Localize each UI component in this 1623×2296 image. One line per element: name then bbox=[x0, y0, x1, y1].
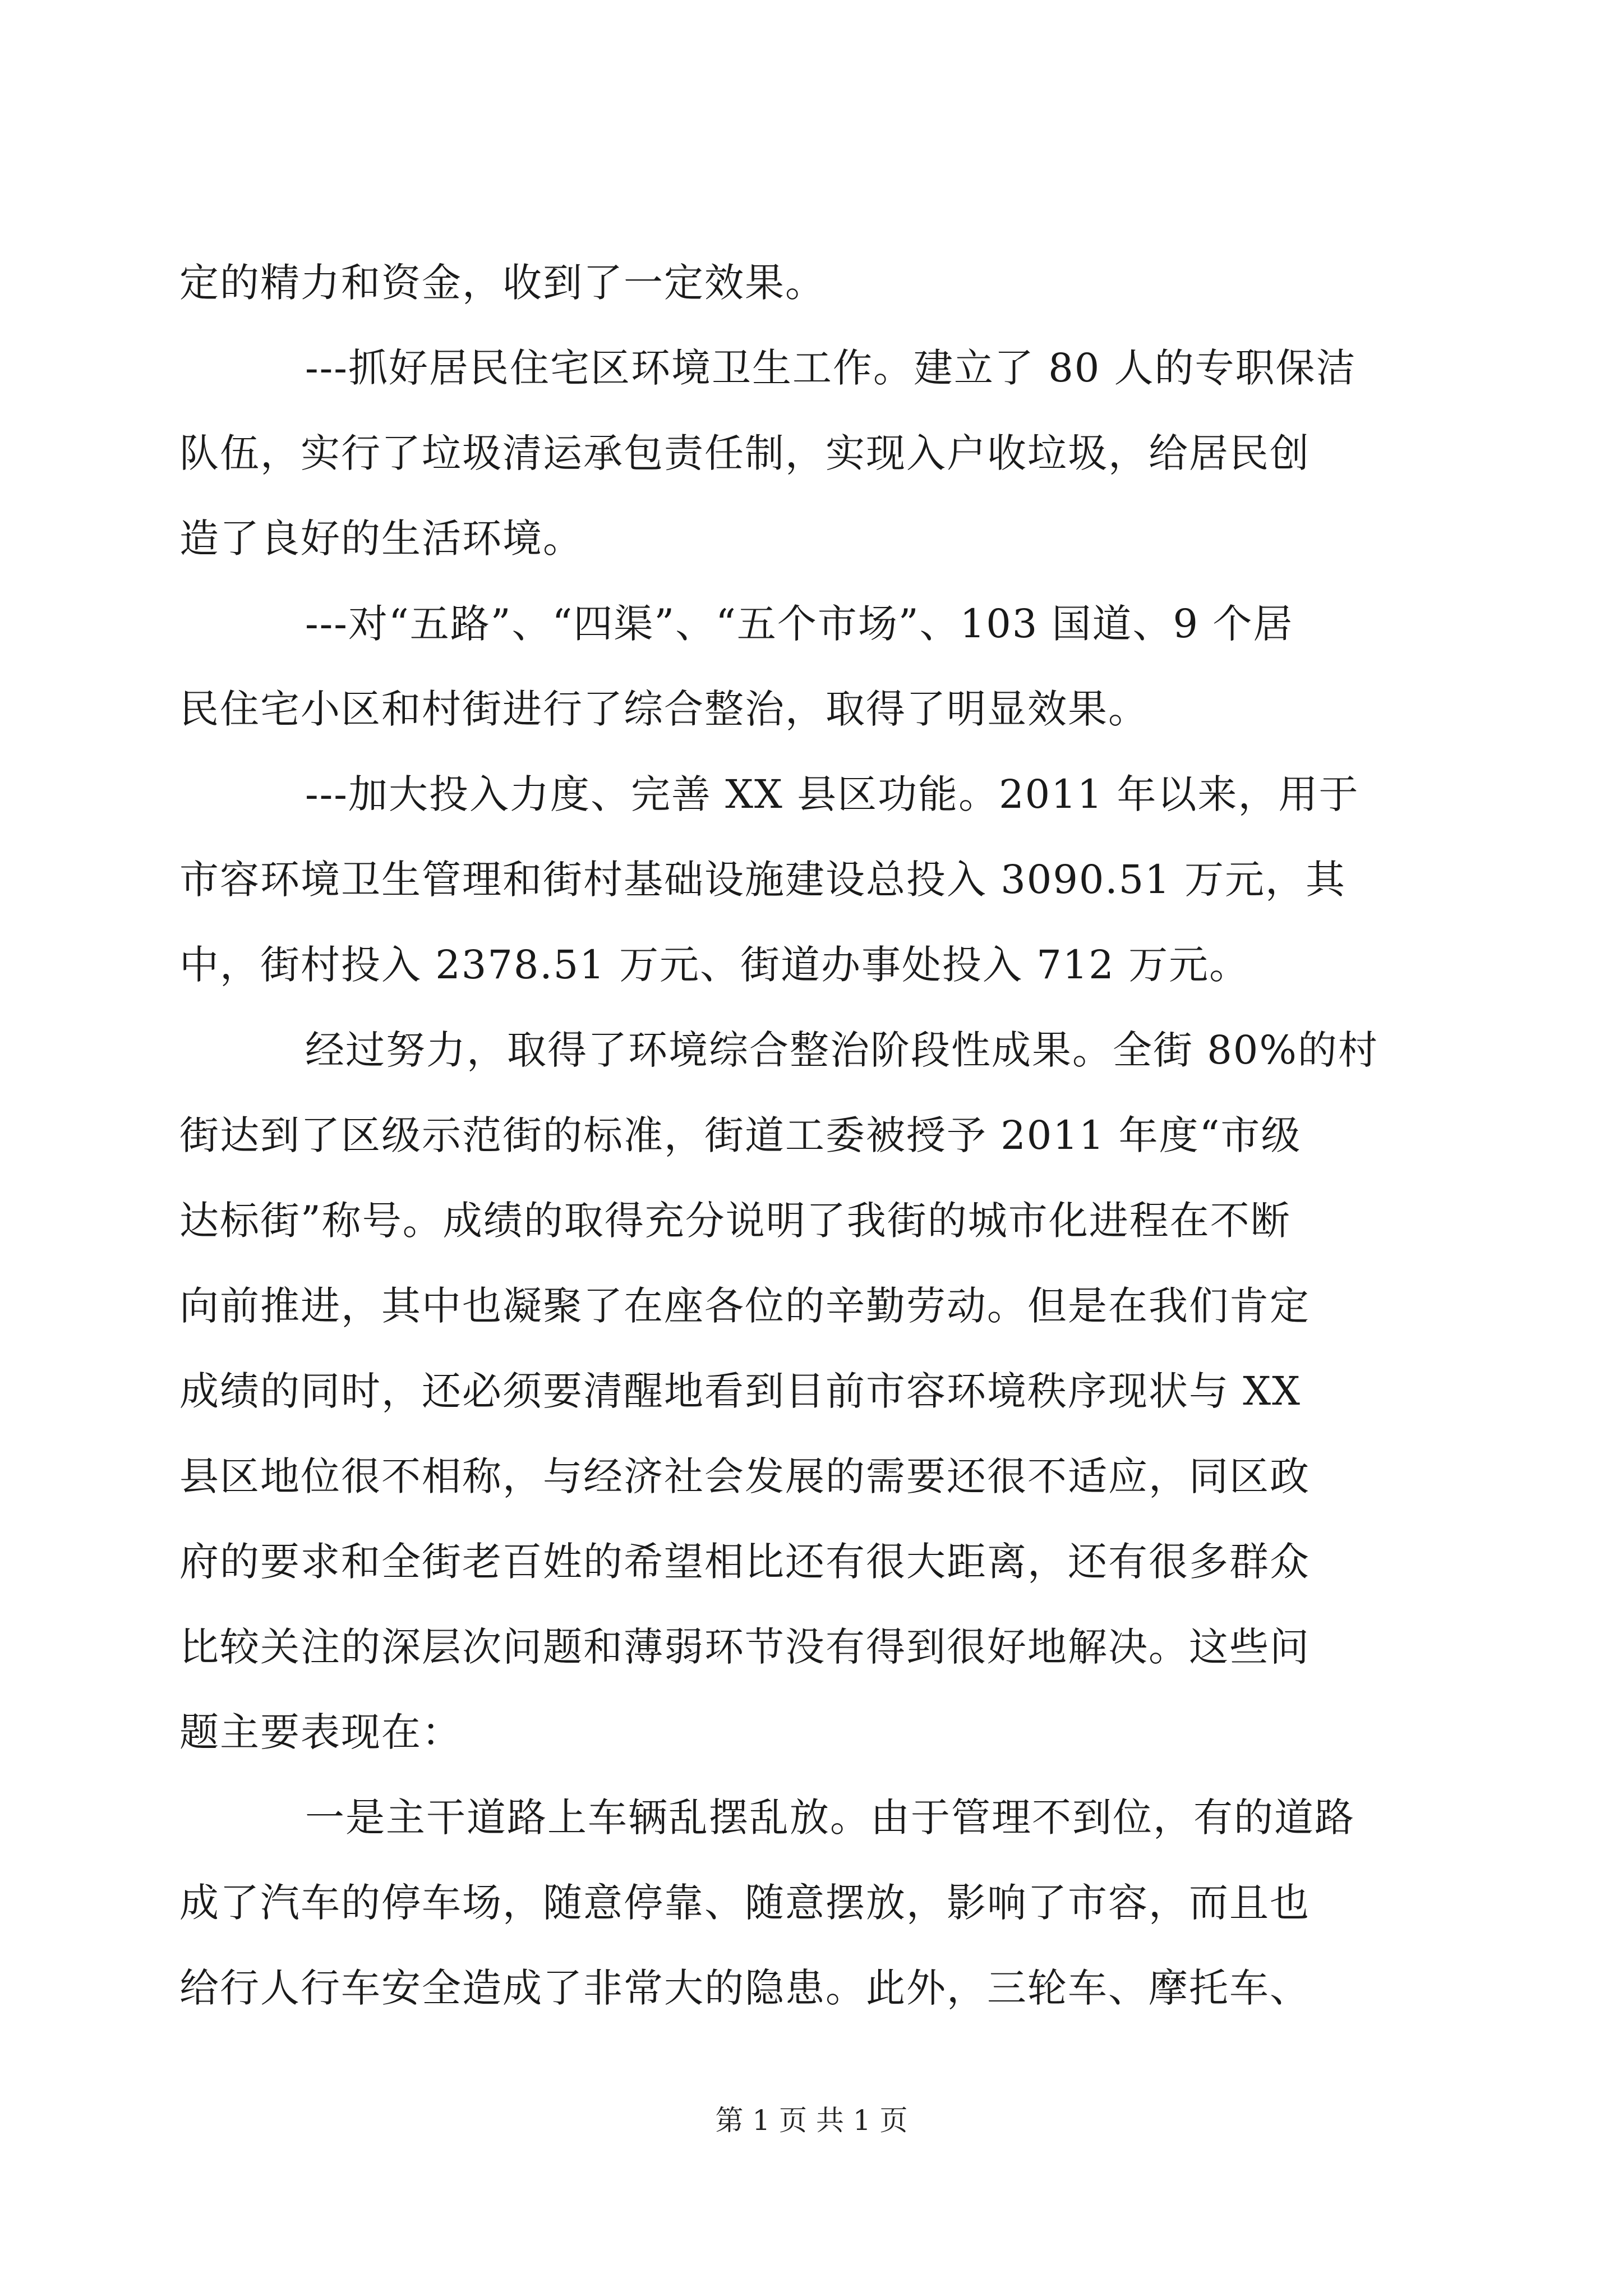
text-line: 民住宅小区和村街进行了综合整治，取得了明显效果。 bbox=[179, 686, 1149, 732]
text-line: ---加大投入力度、完善 XX 县区功能。2011 年以来，用于 bbox=[305, 771, 1359, 817]
text-line: 队伍，实行了垃圾清运承包责任制，实现入户收垃圾，给居民创 bbox=[179, 430, 1310, 476]
text-line: 一是主干道路上车辆乱摆乱放。由于管理不到位，有的道路 bbox=[305, 1795, 1355, 1841]
text-line: 街达到了区级示范街的标准，街道工委被授予 2011 年度“市级 bbox=[179, 1112, 1302, 1158]
text-line: 题主要表现在： bbox=[179, 1709, 462, 1755]
text-line: 经过努力，取得了环境综合整治阶段性成果。全街 80%的村 bbox=[305, 1027, 1378, 1073]
text-line: 成了汽车的停车场，随意停靠、随意摆放，影响了市容，而且也 bbox=[179, 1880, 1310, 1926]
text-line: 成绩的同时，还必须要清醒地看到目前市容环境秩序现状与 XX bbox=[179, 1368, 1301, 1414]
page-number: 第 1 页 共 1 页 bbox=[715, 2104, 908, 2137]
text-line: 向前推进，其中也凝聚了在座各位的辛勤劳动。但是在我们肯定 bbox=[179, 1283, 1310, 1329]
text-line: ---对“五路”、“四渠”、“五个市场”、103 国道、9 个居 bbox=[305, 601, 1294, 647]
text-line: 给行人行车安全造成了非常大的隐患。此外，三轮车、摩托车、 bbox=[179, 1965, 1310, 2011]
document-body bbox=[179, 240, 1413, 2031]
text-line: ---抓好居民住宅区环境卫生工作。建立了 80 人的专职保洁 bbox=[305, 345, 1357, 391]
text-line: 造了良好的生活环境。 bbox=[179, 516, 583, 562]
text-line: 定的精力和资金，收到了一定效果。 bbox=[179, 260, 826, 306]
text-line: 中，街村投入 2378.51 万元、街道办事处投入 712 万元。 bbox=[179, 942, 1250, 988]
text-line: 达标街”称号。成绩的取得充分说明了我街的城市化进程在不断 bbox=[179, 1198, 1291, 1244]
text-line: 府的要求和全街老百姓的希望相比还有很大距离，还有很多群众 bbox=[179, 1539, 1310, 1585]
text-line: 县区地位很不相称，与经济社会发展的需要还很不适应，同区政 bbox=[179, 1453, 1310, 1499]
text-line: 比较关注的深层次问题和薄弱环节没有得到很好地解决。这些问 bbox=[179, 1624, 1310, 1670]
text-line: 市容环境卫生管理和街村基础设施建设总投入 3090.51 万元，其 bbox=[179, 857, 1346, 903]
page-footer bbox=[0, 2098, 1623, 2143]
